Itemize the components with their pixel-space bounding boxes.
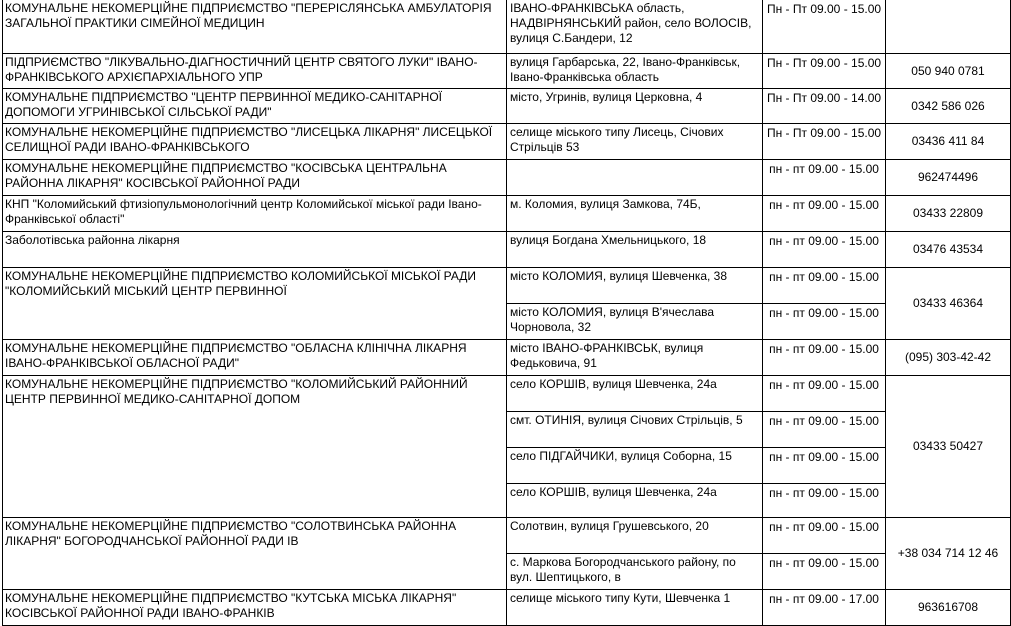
facility-name: КОМУНАЛЬНЕ НЕКОМЕРЦІЙНЕ ПІДПРИЄМСТВО "ОБЛАСНА КЛІНІЧНА ЛІКАРНЯ ІВАНО-ФРАНКІВСЬКОЇ ОБЛАСНОЇ РАДИ" xyxy=(3,340,507,376)
phone-number: 03433 46364 xyxy=(886,268,1011,340)
facility-name: КОМУНАЛЬНЕ НЕКОМЕРЦІЙНЕ ПІДПРИЄМСТВО "КОСІВСЬКА ЦЕНТРАЛЬНА РАЙОННА ЛІКАРНЯ" КОСІВСЬКОЇ РАЙОННОЇ РАДИ xyxy=(3,160,507,196)
facility-address: село ПІДГАЙЧИКИ, вулиця Соборна, 15 xyxy=(507,448,763,484)
facility-address: місто ІВАНО-ФРАНКІВСЬК, вулиця Федьковича, 91 xyxy=(507,340,763,376)
table-row xyxy=(3,590,1011,626)
table-row xyxy=(3,0,1011,54)
table-row xyxy=(3,54,1011,89)
phone-number: 03436 411 84 xyxy=(886,124,1011,160)
table-row xyxy=(3,268,1011,304)
working-hours: пн - пт 09.00 - 15.00 xyxy=(763,304,886,340)
phone-number: 050 940 0781 xyxy=(886,54,1011,89)
facility-name: Заболотівська районна лікарня xyxy=(3,232,507,268)
facility-name: КОМУНАЛЬНЕ ПІДПРИЄМСТВО "ЦЕНТР ПЕРВИННОЇ МЕДИКО-САНІТАРНОЇ ДОПОМОГИ УГРИНІВСЬКОЇ СІЛЬСЬКОЇ РАДИ" xyxy=(3,89,507,124)
facility-name: КОМУНАЛЬНЕ НЕКОМЕРЦІЙНЕ ПІДПРИЄМСТВО "КУТСЬКА МІСЬКА ЛІКАРНЯ" КОСІВСЬКОЇ РАЙОННОЇ РАДИ ІВАНО-ФРАНКІВ xyxy=(3,590,507,626)
table-row xyxy=(3,518,1011,554)
table-row xyxy=(3,124,1011,160)
table-row xyxy=(3,232,1011,268)
working-hours: пн - пт 09.00 - 15.00 xyxy=(763,232,886,268)
phone-number: 0342 586 026 xyxy=(886,89,1011,124)
working-hours: пн - пт 09.00 - 15.00 xyxy=(763,518,886,554)
facility-name: КОМУНАЛЬНЕ НЕКОМЕРЦІЙНЕ ПІДПРИЄМСТВО КОЛОМИЙСЬКОЇ МІСЬКОЇ РАДИ "КОЛОМИЙСЬКИЙ МІСЬКИЙ ЦЕНТР ПЕРВИННОЇ xyxy=(3,268,507,340)
facility-address: селище міського типу Лисець, Січових Стрільців 53 xyxy=(507,124,763,160)
facility-address: вулиця Гарбарська, 22, Івано-Франківськ, Івано-Франківська область xyxy=(507,54,763,89)
table-row xyxy=(3,160,1011,196)
table-row xyxy=(3,196,1011,232)
facility-address: вулиця Богдана Хмельницького, 18 xyxy=(507,232,763,268)
facility-address: місто, Угринів, вулиця Церковна, 4 xyxy=(507,89,763,124)
working-hours: пн - пт 09.00 - 15.00 xyxy=(763,340,886,376)
working-hours: Пн - Пт 09.00 - 14.00 xyxy=(763,89,886,124)
facilities-table xyxy=(2,0,1011,626)
facility-address: м. Коломия, вулиця Замкова, 74Б, xyxy=(507,196,763,232)
working-hours: Пн - Пт 09.00 - 15.00 xyxy=(763,0,886,54)
table-row xyxy=(3,376,1011,412)
working-hours: пн - пт 09.00 - 17.00 xyxy=(763,590,886,626)
facility-address: місто КОЛОМИЯ, вулиця В'ячеслава Чорновола, 32 xyxy=(507,304,763,340)
phone-number: 963616708 xyxy=(886,590,1011,626)
working-hours: пн - пт 09.00 - 15.00 xyxy=(763,554,886,590)
facility-address: Солотвин, вулиця Грушевського, 20 xyxy=(507,518,763,554)
phone-number: +38 034 714 12 46 xyxy=(886,518,1011,590)
facility-address: село КОРШІВ, вулиця Шевченка, 24а xyxy=(507,484,763,518)
phone-number: 962474496 xyxy=(886,160,1011,196)
working-hours: пн - пт 09.00 - 15.00 xyxy=(763,484,886,518)
working-hours: Пн - Пт 09.00 - 15.00 xyxy=(763,124,886,160)
facility-address: ІВАНО-ФРАНКІВСЬКА область, НАДВІРНЯНСЬКИЙ район, село ВОЛОСІВ, вулиця С.Бандери, 12 xyxy=(507,0,763,54)
facility-address: смт. ОТИНІЯ, вулиця Січових Стрільців, 5 xyxy=(507,412,763,448)
working-hours: пн - пт 09.00 - 15.00 xyxy=(763,376,886,412)
facility-address: село КОРШІВ, вулиця Шевченка, 24а xyxy=(507,376,763,412)
working-hours: пн - пт 09.00 - 15.00 xyxy=(763,412,886,448)
working-hours: Пн - Пт 09.00 - 15.00 xyxy=(763,54,886,89)
working-hours: пн - пт 09.00 - 15.00 xyxy=(763,196,886,232)
table-row xyxy=(3,340,1011,376)
facility-name: ПІДПРИЄМСТВО "ЛІКУВАЛЬНО-ДІАГНОСТИЧНИЙ ЦЕНТР СВЯТОГО ЛУКИ" ІВАНО-ФРАНКІВСЬКОГО АРХІЄПАРХІАЛЬНОГО УПР xyxy=(3,54,507,89)
phone-number xyxy=(886,0,1011,54)
facility-address: місто КОЛОМИЯ, вулиця Шевченка, 38 xyxy=(507,268,763,304)
facility-name: КОМУНАЛЬНЕ НЕКОМЕРЦІЙНЕ ПІДПРИЄМСТВО "КОЛОМИЙСЬКИЙ РАЙОННИЙ ЦЕНТР ПЕРВИННОЇ МЕДИКО-САНІТАРНОЇ ДОПОМ xyxy=(3,376,507,518)
phone-number: 03433 22809 xyxy=(886,196,1011,232)
facility-address xyxy=(507,160,763,196)
phone-number: (095) 303-42-42 xyxy=(886,340,1011,376)
working-hours: пн - пт 09.00 - 15.00 xyxy=(763,160,886,196)
facility-address: с. Маркова Богородчанського району, по вул. Шептицького, в xyxy=(507,554,763,590)
working-hours: пн - пт 09.00 - 15.00 xyxy=(763,268,886,304)
facility-address: селище міського типу Кути, Шевченка 1 xyxy=(507,590,763,626)
working-hours: пн - пт 09.00 - 15.00 xyxy=(763,448,886,484)
facility-name: КОМУНАЛЬНЕ НЕКОМЕРЦІЙНЕ ПІДПРИЄМСТВО "СОЛОТВИНСЬКА РАЙОННА ЛІКАРНЯ" БОГОРОДЧАНСЬКОЇ РАЙОННОЇ РАДИ ІВ xyxy=(3,518,507,590)
table-row xyxy=(3,89,1011,124)
phone-number: 03433 50427 xyxy=(886,376,1011,518)
facility-name: КОМУНАЛЬНЕ НЕКОМЕРЦІЙНЕ ПІДПРИЄМСТВО "ЛИСЕЦЬКА ЛІКАРНЯ" ЛИСЕЦЬКОЇ СЕЛИЩНОЇ РАДИ ІВАНО-ФРАНКІВСЬКОГО xyxy=(3,124,507,160)
facility-name: КОМУНАЛЬНЕ НЕКОМЕРЦІЙНЕ ПІДПРИЄМСТВО "ПЕРЕРІСЛЯНСЬКА АМБУЛАТОРІЯ ЗАГАЛЬНОЇ ПРАКТИКИ СІМЕЙНОЇ МЕДИЦИН xyxy=(3,0,507,54)
facility-name: КНП "Коломийський фтизіопульмонологічний центр Коломийської міської ради Івано-Франківської області" xyxy=(3,196,507,232)
phone-number: 03476 43534 xyxy=(886,232,1011,268)
